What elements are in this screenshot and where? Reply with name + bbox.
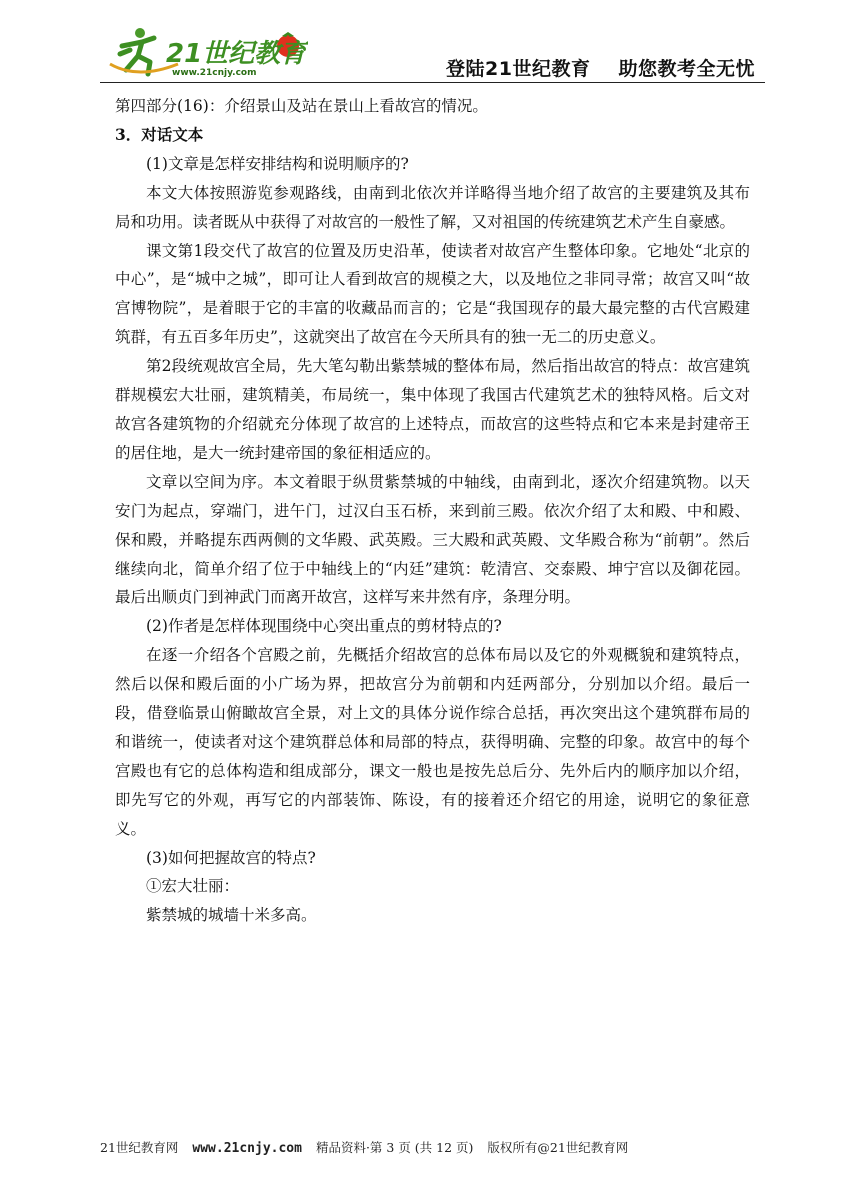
- paragraph-focus: 在逐一介绍各个宫殿之前，先概括介绍故宫的总体布局以及它的外观概貌和建筑特点，然后以保和殿后面的小广场为界，把故宫分为前朝和内廷两部分，分别加以介绍。最后一段，借登临景山俯瞰故宫全景，对上文的具体分说作综合总括，再次突出这个建筑群布局的和谐统一，使读者对这个建筑群总体和局部的特点，获得明确、完整的印象。故宫中的每个宫殿也有它的总体构造和组成部分，课文一般也是按先总后分、先外后内的顺序加以介绍，即先写它的外观，再写它的内部装饰、陈设，有的接着还介绍它的用途，说明它的象征意义。: [115, 646, 750, 838]
- 21cnjy-logo: [108, 24, 308, 80]
- paragraph-section-1: 课文第1段交代了故宫的位置及历史沿革，使读者对故宫产生整体印象。它地处“北京的中心”，是“城中之城”，即可让人看到故宫的规模之大，以及地位之非同寻常；故宫又叫“故宫博物院”，是着眼于它的丰富的收藏品而言的；它是“我国现存的最大最完整的古代宫殿建筑群，有五百多年历史”，这就突出了故宫在今天所具有的独一无二的历史意义。: [115, 241, 750, 347]
- paragraph-structure: 本文大体按照游览参观路线，由南到北依次并详略得当地介绍了故宫的主要建筑及其布局和功用。读者既从中获得了对故宫的一般性了解，又对祖国的传统建筑艺术产生自豪感。: [115, 183, 750, 231]
- section-heading-dialogue: 3．对话文本: [115, 124, 204, 144]
- question-2: (2)作者是怎样体现围绕中心突出重点的剪材特点的?: [146, 617, 502, 636]
- document-body: [115, 92, 750, 930]
- svg-text:21世纪教育: 21世纪教育: [166, 39, 307, 69]
- page-footer: [100, 1138, 765, 1156]
- paragraph-wall-height: 紫禁城的城墙十米多高。: [146, 906, 317, 925]
- slogan-right: 助您教考全无忧: [618, 58, 755, 80]
- svg-text:www.21cnjy.com: www.21cnjy.com: [172, 68, 257, 78]
- paragraph-part-four: 第四部分(16)：介绍景山及站在景山上看故宫的情况。: [115, 97, 488, 115]
- footer-site-name: 21世纪教育网: [100, 1140, 179, 1155]
- slogan-left: 登陆21世纪教育: [446, 58, 591, 80]
- footer-page-info: 精品资料·第 3 页 (共 12 页): [315, 1140, 474, 1155]
- page-header: [100, 24, 765, 83]
- footer-site-url[interactable]: www.21cnjy.com: [192, 1141, 302, 1156]
- question-3: (3)如何把握故宫的特点?: [146, 848, 316, 867]
- question-1: (1)文章是怎样安排结构和说明顺序的?: [146, 154, 409, 173]
- paragraph-section-2: 第2段统观故宫全局，先大笔勾勒出紫禁城的整体布局，然后指出故宫的特点：故宫建筑群规模宏大壮丽，建筑精美，布局统一，集中体现了我国古代建筑艺术的独特风格。后文对故宫各建筑物的介绍就充分体现了故宫的上述特点，而故宫的这些特点和它本来是封建帝王的居住地，是大一统封建帝国的象征相适应的。: [115, 357, 750, 462]
- paragraph-spatial-order: 文章以空间为序。本文着眼于纵贯紫禁城的中轴线，由南到北，逐次介绍建筑物。以天安门为起点，穿端门，进午门，过汉白玉石桥，来到前三殿。依次介绍了太和殿、中和殿、保和殿，并略提东西两侧的文华殿、武英殿。三大殿和武英殿、文华殿合称为“前朝”。然后继续向北，简单介绍了位于中轴线上的“内廷”建筑：乾清宫、交泰殿、坤宁宫以及御花园。最后出顺贞门到神武门而离开故宫，这样写来井然有序，条理分明。: [115, 472, 750, 607]
- header-slogan: [446, 54, 755, 81]
- point-grand: ①宏大壮丽：: [146, 877, 240, 896]
- footer-copyright: 版权所有@21世纪教育网: [487, 1140, 629, 1155]
